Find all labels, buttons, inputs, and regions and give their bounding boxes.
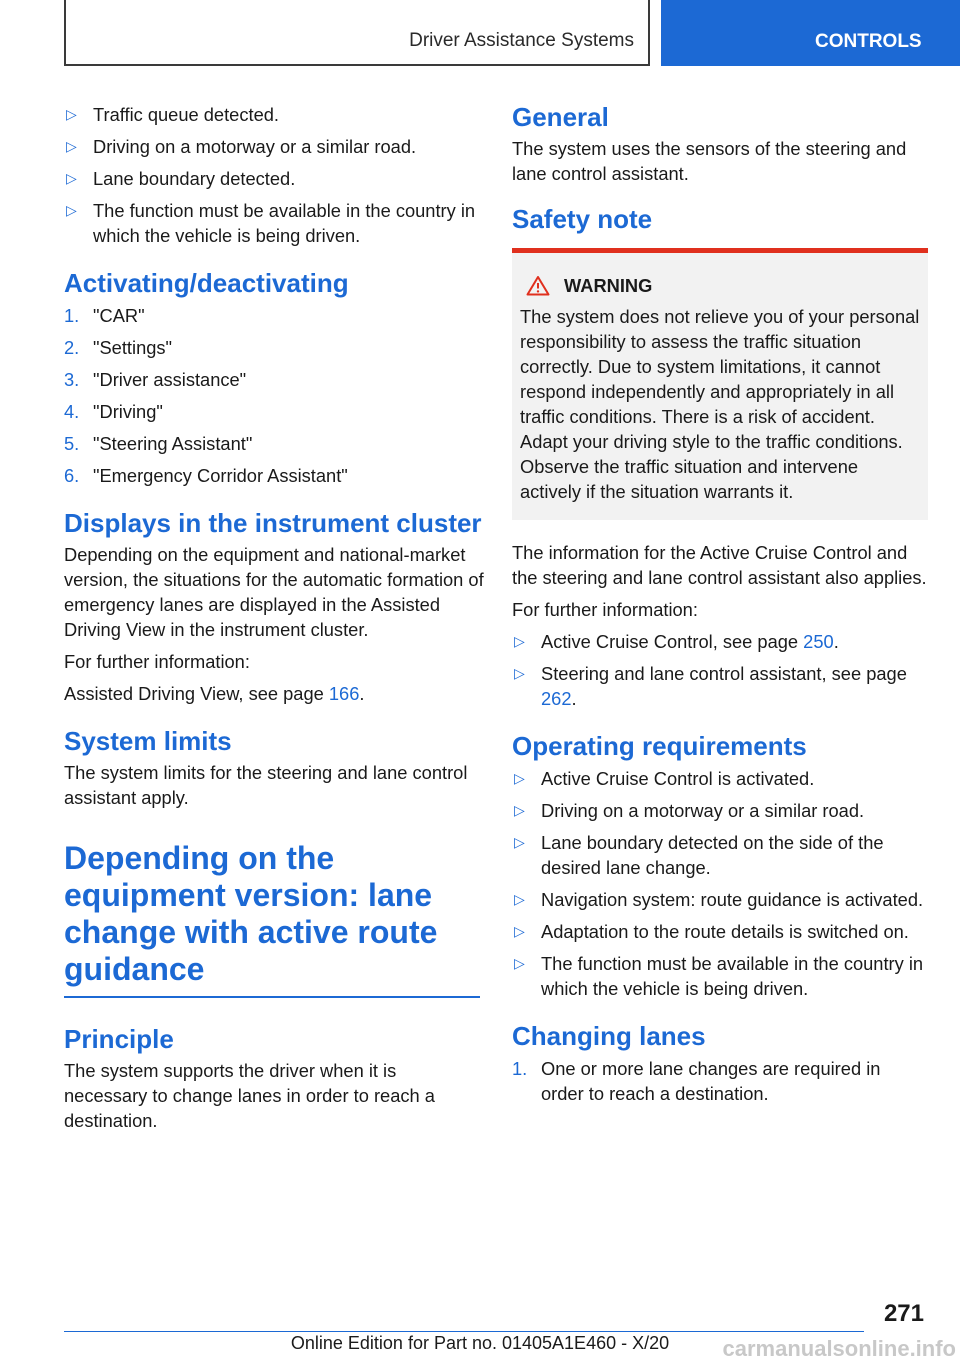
section-title: Driver Assistance Systems: [409, 30, 634, 51]
requirements-list: [512, 766, 928, 1001]
triangle-bullet-icon: ▷: [514, 955, 525, 971]
warning-triangle-icon: [526, 275, 550, 296]
list-item: ▷ Active Cruise Control, see page 250.: [514, 631, 839, 652]
right-column: [512, 102, 928, 1113]
heading-activating: Activating/deactivating: [64, 268, 349, 298]
triangle-bullet-icon: ▷: [514, 633, 525, 649]
site-watermark: carmanualsonline.info: [722, 1336, 956, 1361]
page-link[interactable]: 262: [541, 688, 572, 709]
triangle-bullet-icon: ▷: [514, 834, 525, 850]
heading-divider: [64, 996, 480, 998]
displays-text: Depending on the equipment and national-market version, the situations for the automatic formation of emergency lanes are displayed in the Assisted Driving View in the instrument cluster.: [64, 544, 484, 640]
section-tab: [64, 0, 650, 66]
list-item: ▷ Navigation system: route guidance is activated.: [514, 889, 924, 910]
triangle-bullet-icon: ▷: [514, 802, 525, 818]
list-item: 4. "Driving": [64, 401, 163, 422]
page-reference: Assisted Driving View, see page 166.: [64, 683, 365, 704]
list-item: 1. One or more lane changes are required in order to reach a destination.: [512, 1058, 881, 1104]
edition-footer: Online Edition for Part no. 01405A1E460 - X/20: [290, 1333, 670, 1353]
warning-box: [512, 248, 928, 520]
list-item: ▷ Driving on a motorway or a similar road.: [514, 800, 865, 821]
heading-safety-note: Safety note: [512, 204, 653, 234]
further-info-label: For further information:: [512, 599, 698, 620]
heading-system-limits: System limits: [64, 726, 232, 756]
heading-operating-requirements: Operating requirements: [512, 731, 807, 761]
chapter-tab: [661, 0, 960, 66]
list-item: ▷ Lane boundary detected.: [66, 168, 296, 189]
activation-steps: [64, 303, 484, 488]
page-number: 271: [883, 1300, 924, 1327]
list-item: ▷ Lane boundary detected on the side of the desired lane change.: [514, 832, 884, 878]
footer-divider: [64, 1331, 864, 1332]
list-item: 3. "Driver assistance": [64, 369, 247, 390]
heading-displays: Displays in the instrument cluster: [64, 508, 482, 538]
page-link[interactable]: 250: [803, 631, 834, 652]
triangle-bullet-icon: ▷: [66, 138, 77, 154]
list-item: ▷ Adaptation to the route details is switched on.: [514, 921, 909, 942]
heading-changing-lanes: Changing lanes: [512, 1021, 706, 1051]
chapter-title: CONTROLS: [815, 31, 922, 52]
limits-text: The system limits for the steering and lane control assistant apply.: [64, 762, 468, 808]
triangle-bullet-icon: ▷: [514, 891, 525, 907]
triangle-bullet-icon: ▷: [66, 170, 77, 186]
warning-title: WARNING: [520, 273, 920, 298]
further-info-label: For further information:: [64, 651, 250, 672]
conditions-list: [64, 102, 484, 248]
list-item: 5. "Steering Assistant": [64, 433, 253, 454]
list-item: ▷ Steering and lane control assistant, see page 262.: [514, 663, 907, 709]
list-item: 1. "CAR": [64, 305, 145, 326]
heading-principle: Principle: [64, 1024, 174, 1054]
heading-general: General: [512, 102, 609, 132]
triangle-bullet-icon: ▷: [514, 770, 525, 786]
triangle-bullet-icon: ▷: [514, 923, 525, 939]
info-text: The information for the Active Cruise Control and the steering and lane control assistant also applies.: [512, 542, 927, 588]
general-text: The system uses the sensors of the steering and lane control assistant.: [512, 138, 907, 184]
warning-text: The system does not relieve you of your personal responsibility to assess the traffic situation correctly. Due to system limitations, it cannot respond independently and appropriately in all traffic conditions. There is a risk of accident. Adapt your driving style to the traffic conditions. Observe the traffic situation and intervene actively if the situation warrants it.: [520, 306, 920, 502]
list-item: ▷ Driving on a motorway or a similar road.: [66, 136, 417, 157]
principle-text: The system supports the driver when it is necessary to change lanes in order to reach a destination.: [64, 1060, 435, 1131]
left-column: [64, 102, 484, 1140]
list-item: ▷ Traffic queue detected.: [66, 104, 279, 125]
triangle-bullet-icon: ▷: [514, 665, 525, 681]
changing-steps: [512, 1056, 928, 1106]
triangle-bullet-icon: ▷: [66, 202, 77, 218]
list-item: 6. "Emergency Corridor Assistant": [64, 465, 348, 486]
reference-list: [512, 629, 928, 711]
list-item: ▷ The function must be available in the country in which the vehicle is being driven.: [66, 200, 476, 246]
triangle-bullet-icon: ▷: [66, 106, 77, 122]
list-item: ▷ Active Cruise Control is activated.: [514, 768, 815, 789]
list-item: ▷ The function must be available in the country in which the vehicle is being driven.: [514, 953, 924, 999]
main-heading: Depending on the equipment version: lane change with active route guidance: [64, 840, 438, 987]
list-item: 2. "Settings": [64, 337, 173, 358]
page-link[interactable]: 166: [328, 683, 360, 704]
